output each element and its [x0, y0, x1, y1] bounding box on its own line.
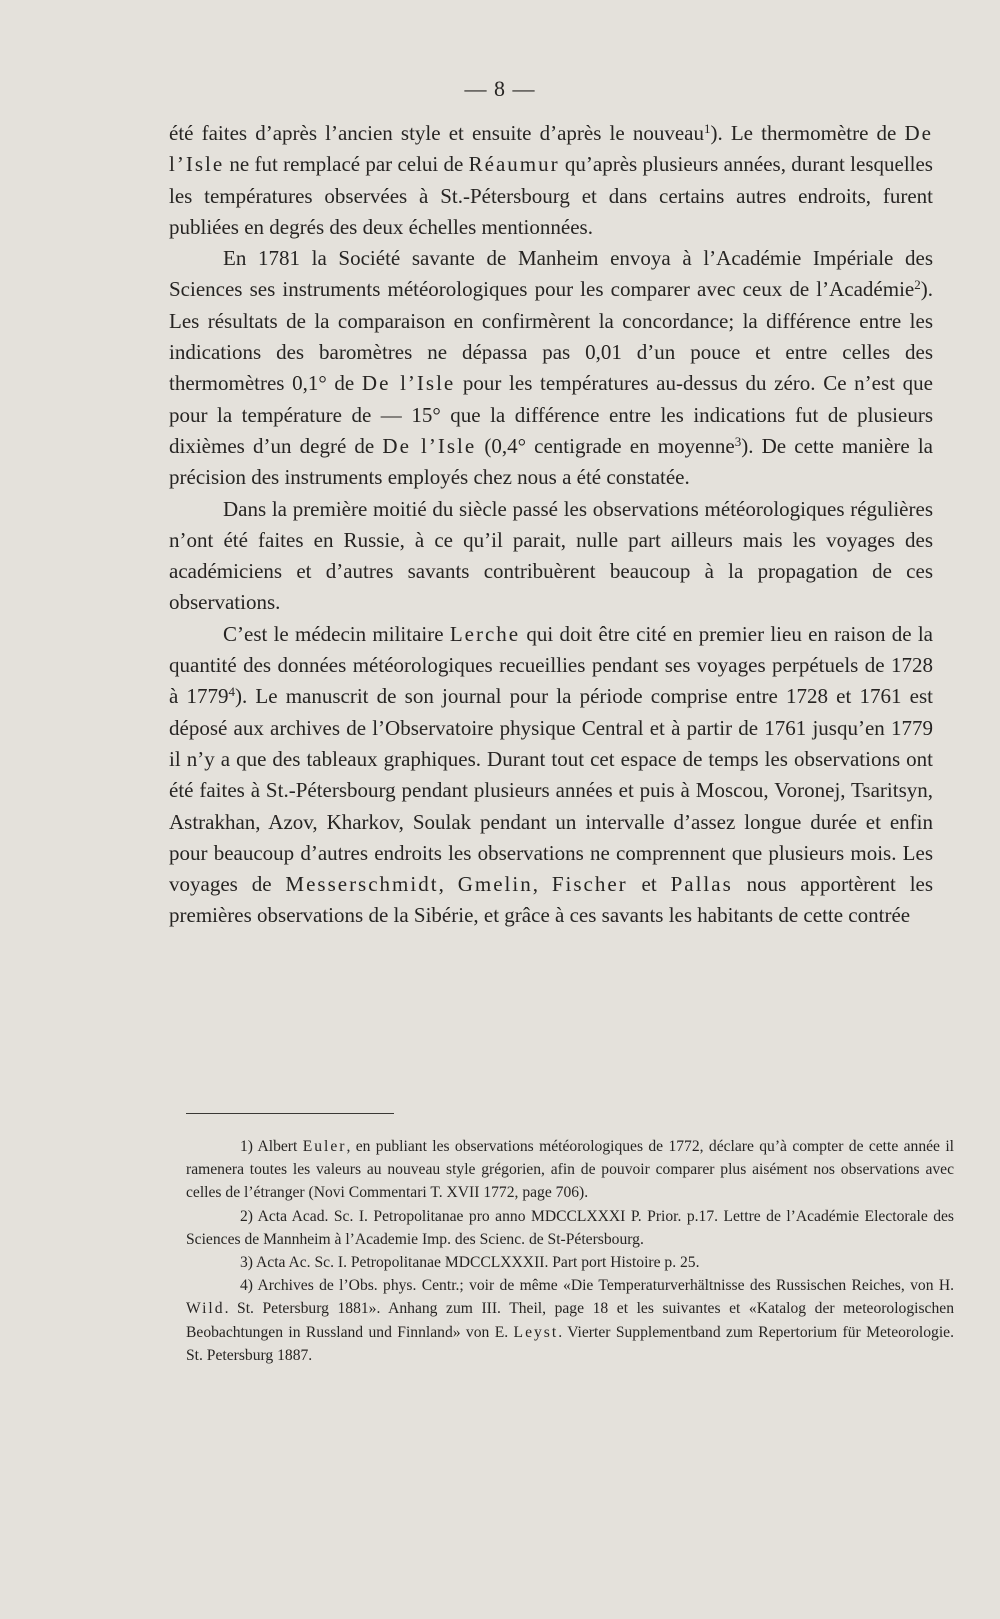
footnote-ref-3: 3: [734, 433, 742, 449]
spaced-name: Messerschmidt: [285, 872, 439, 897]
text-run: . St. Petersburg 1881». Anhang zum III. Theil, page 18 et les suivantes et «Katalog der meteorologischen Beobachtungen in Russland und Finnland» von E.: [186, 1300, 954, 1341]
spaced-name: De l’Isle: [382, 433, 477, 458]
text-run: pour les températures au-dessus du zéro. Ce n’est que pour la température de — 15° que la différence entre les indications fut de plusieurs dixièmes d’un degré de: [169, 371, 933, 458]
spaced-name: Euler: [302, 1138, 347, 1155]
text-run: 3) Acta Ac. Sc. I. Petropolitanae MDCCLXXXII. Part port Histoire p. 25.: [240, 1254, 700, 1272]
text-run: (0,4° centigrade en moyenne: [476, 433, 735, 458]
spaced-name: Wild: [186, 1300, 225, 1318]
text-run: ). Le manuscrit de son journal pour la période comprise entre 1728 et 1761 est déposé aux archives de l’Observatoire physique Central et à partir de 1761 jusqu’en 1779 il n’y a que des tableaux graphiques. Durant tout cet espace de temps les observations ont été faites à St.-Pétersbourg pendant plusieurs années et puis à Moscou, Voronej, Tsaritsyn, Astrakhan, Azov, Kharkov, Soulak pendant un intervalle d’assez longue durée et enfin pour beaucoup d’autres endroits les observations ne comprennent que plusieurs mois. Les voyages de: [169, 684, 933, 897]
text-run: 2) Acta Acad. Sc. I. Petropolitanae pro anno MDCCLXXXI P. Prior. p.17. Lettre de l’Académie Electorale des Sciences de Mannheim à l’Academie Imp. des Scienc. de St-Pétersbourg.: [186, 1207, 954, 1248]
body-text: [169, 118, 933, 932]
footnote-ref-1: 1: [703, 121, 711, 136]
text-run: ). Le thermomètre de: [710, 121, 905, 145]
paragraph-3: [169, 494, 933, 619]
spaced-name: Gmelin: [457, 872, 533, 897]
text-run: qu’après plusieurs années, durant lesquelles les températures observées à St.-Pétersbourg et dans certains autres endroits, furent publiées en degrés des deux échelles mentionnées.: [169, 152, 933, 239]
footnote-ref-4: 4: [228, 684, 235, 700]
footnote-3: [186, 1251, 954, 1274]
text-run: ,: [532, 872, 552, 897]
spaced-name: Pallas: [670, 872, 733, 897]
footnotes: [186, 1135, 954, 1367]
paragraph-4: [169, 619, 933, 932]
text-run: 1) Albert: [240, 1138, 303, 1155]
text-run: et: [627, 872, 671, 897]
spaced-name: Leyst: [513, 1323, 559, 1341]
spaced-name: De l’Isle: [169, 121, 933, 177]
text-run: C’est le médecin militaire: [223, 621, 450, 646]
text-run: , en publiant les observations météorologiques de 1772, déclare qu’à compter de cette année il ramenera toutes les valeurs au nouveau style grégorien, afin de pouvoir comparer plus aisément nos observations avec celles de l’étranger (Novi Commentari T. XVII 1772, page 706).: [186, 1138, 954, 1202]
footnote-4: [186, 1274, 954, 1367]
text-run: . Vierter Supplementband zum Repertorium für Meteorologie. St. Petersburg 1887.: [186, 1323, 954, 1364]
text-run: nous apportèrent les premières observations de la Sibérie, et grâce à ces savants les habitants de cette contrée: [169, 872, 934, 928]
text-run: ). De cette manière la précision des instruments employés chez nous a été constatée.: [169, 433, 933, 490]
paragraph-1: [169, 118, 933, 243]
footnote-1: [186, 1135, 954, 1205]
text-run: 4) Archives de l’Obs. phys. Centr.; voir de même «Die Temperaturverhältnisse des Russischen Reiches, von H.: [240, 1277, 954, 1295]
spaced-name: Fischer: [551, 872, 628, 897]
text-run: En 1781 la Société savante de Manheim envoya à l’Académie Impériale des Sciences ses instruments météorologiques pour les comparer avec ceux de l’Académie: [169, 246, 933, 302]
paragraph-2: [169, 243, 933, 493]
text-run: ). Les résultats de la comparaison en confirmèrent la concordance; la différence entre les indications des baromètres ne dépassa pas 0,01 d’un pouce et entre celles des thermomètres 0,1° de: [169, 277, 933, 396]
footnote-2: [186, 1205, 954, 1251]
spaced-name: De l’Isle: [361, 371, 456, 396]
spaced-name: Réaumur: [468, 152, 560, 177]
text-run: Dans la première moitié du siècle passé les observations météorologiques régulières n’ont été faites en Russie, à ce qu’il parait, nulle part ailleurs mais les voyages des académiciens et d’autres savants contribuèrent beaucoup à la propagation de ces observations.: [169, 496, 933, 615]
page-number: — 8 —: [464, 76, 536, 101]
footnote-divider: [186, 1113, 394, 1114]
footnote-ref-2: 2: [914, 277, 921, 293]
text-run: été faites d’après l’ancien style et ensuite d’après le nouveau: [169, 121, 704, 145]
text-run: qui doit être cité en premier lieu en raison de la quantité des données météorologiques recueillies pendant ses voyages perpétuels de 1728 à 1779: [169, 621, 933, 709]
spaced-name: Lerche: [449, 621, 521, 646]
text-run: ne fut remplacé par celui de: [224, 152, 469, 177]
text-run: ,: [438, 872, 458, 897]
